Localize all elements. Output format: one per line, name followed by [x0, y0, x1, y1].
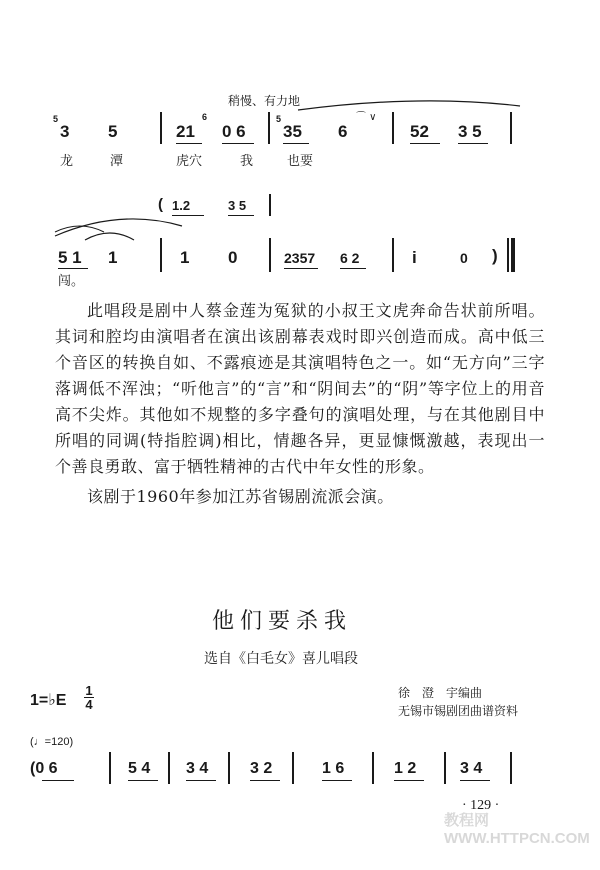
- barline-final-thin: [507, 238, 509, 272]
- barline: [292, 752, 294, 784]
- time-signature: [84, 684, 94, 711]
- bracket-close: ): [492, 246, 498, 265]
- note: 21: [176, 122, 195, 141]
- barline: [444, 752, 446, 784]
- barline: [268, 112, 270, 144]
- barline: [160, 238, 162, 272]
- note: 0: [460, 250, 468, 266]
- note: 0: [228, 248, 238, 267]
- underline: [176, 143, 202, 144]
- tempo-marking: 稍慢、有力地: [228, 94, 301, 108]
- note: 3 5: [228, 198, 247, 213]
- composer: 徐 澄 宇编曲: [398, 686, 483, 700]
- underline: [394, 780, 424, 781]
- note: 5 1: [58, 248, 82, 267]
- note: 1: [108, 248, 118, 267]
- underline: [172, 215, 204, 216]
- page-number: · 129 ·: [462, 798, 500, 813]
- note: 6: [338, 122, 348, 141]
- note: 35: [283, 122, 302, 141]
- barline-final-thick: [511, 238, 515, 272]
- note: 1 6: [322, 760, 345, 777]
- barline: [269, 194, 271, 216]
- note: i: [412, 248, 417, 267]
- underline: [458, 143, 488, 144]
- grace-note: 6: [202, 112, 208, 122]
- note: 1 2: [394, 760, 417, 777]
- barline: [372, 752, 374, 784]
- barline: [168, 752, 170, 784]
- note: 3 5: [458, 122, 482, 141]
- bracket-open: (: [158, 196, 163, 213]
- song-title: 他们要杀我: [212, 609, 353, 634]
- note: 5 4: [128, 760, 151, 777]
- grace-note: 5: [53, 114, 59, 124]
- watermark: 教程网 WWW.HTTPCN.COM: [444, 812, 590, 847]
- note: 3 4: [460, 760, 483, 777]
- underline: [460, 780, 490, 781]
- commentary: [55, 298, 545, 510]
- ornament-icon: ⌒ ∨: [356, 112, 377, 123]
- note: 1: [180, 248, 190, 267]
- underline: [228, 215, 254, 216]
- note: 2357: [284, 250, 316, 266]
- barline: [510, 752, 512, 784]
- barline: [109, 752, 111, 784]
- underline: [222, 143, 254, 144]
- barline: [392, 238, 394, 272]
- barline: [160, 112, 162, 144]
- underline: [283, 143, 309, 144]
- time-bottom: 4: [85, 697, 93, 712]
- lyric: 龙: [60, 154, 74, 169]
- note: (0 6: [30, 760, 58, 777]
- slur-row1: [298, 101, 520, 110]
- barline: [228, 752, 230, 784]
- underline: [340, 268, 366, 269]
- note: 5: [108, 122, 118, 141]
- time-top: 1: [85, 683, 93, 698]
- lyric: 虎穴: [176, 154, 203, 169]
- underline: [322, 780, 352, 781]
- underline: [410, 143, 440, 144]
- song-subtitle: 选自《白毛女》喜儿唱段: [204, 651, 358, 667]
- tempo: (♩=120): [30, 736, 74, 748]
- commentary-paragraph-1: 此唱段是剧中人蔡金莲为冤狱的小叔王文虎奔命告状前所唱。其词和腔均由演唱者在演出该剧幕表戏时即兴创造而成。高中低三个音区的转换自如、不露痕迹是其演唱特色之一。如“无方向”三字落调低不浑浊；“听他言”的“言”和“阴间去”的“阴”等字位上的用音高不尖炸。其他如不规整的多字叠句的演唱处理，与在其他剧目中所唱的同调(特指腔调)相比，情趣各异，更显慷慨激越，表现出一个善良勇敢、富于牺牲精神的古代中年女性的形象。: [55, 301, 545, 476]
- note: 1.2: [172, 198, 191, 213]
- grace-note: 5: [276, 114, 282, 124]
- lyric: 我: [240, 154, 254, 169]
- note: 0 6: [222, 122, 246, 141]
- key-signature: 1=♭E: [30, 692, 67, 709]
- underline: [42, 780, 74, 781]
- underline: [284, 268, 318, 269]
- underline: [186, 780, 216, 781]
- note: 6 2: [340, 250, 360, 266]
- note: 3 4: [186, 760, 209, 777]
- underline: [128, 780, 158, 781]
- barline: [269, 238, 271, 272]
- lyric: 潭: [110, 154, 124, 169]
- note: 3: [60, 122, 70, 141]
- lyric: 闯。: [58, 274, 85, 289]
- note: 3 2: [250, 760, 273, 777]
- commentary-paragraph-2: 该剧于1960年参加江苏省锡剧流派会演。: [87, 487, 394, 506]
- underline: [250, 780, 280, 781]
- barline: [510, 112, 512, 144]
- note: 52: [410, 122, 429, 141]
- slur-row2-short: [85, 233, 134, 240]
- barline: [392, 112, 394, 144]
- lyric: 也要: [287, 154, 314, 169]
- source: 无锡市锡剧团曲谱资料: [398, 704, 519, 718]
